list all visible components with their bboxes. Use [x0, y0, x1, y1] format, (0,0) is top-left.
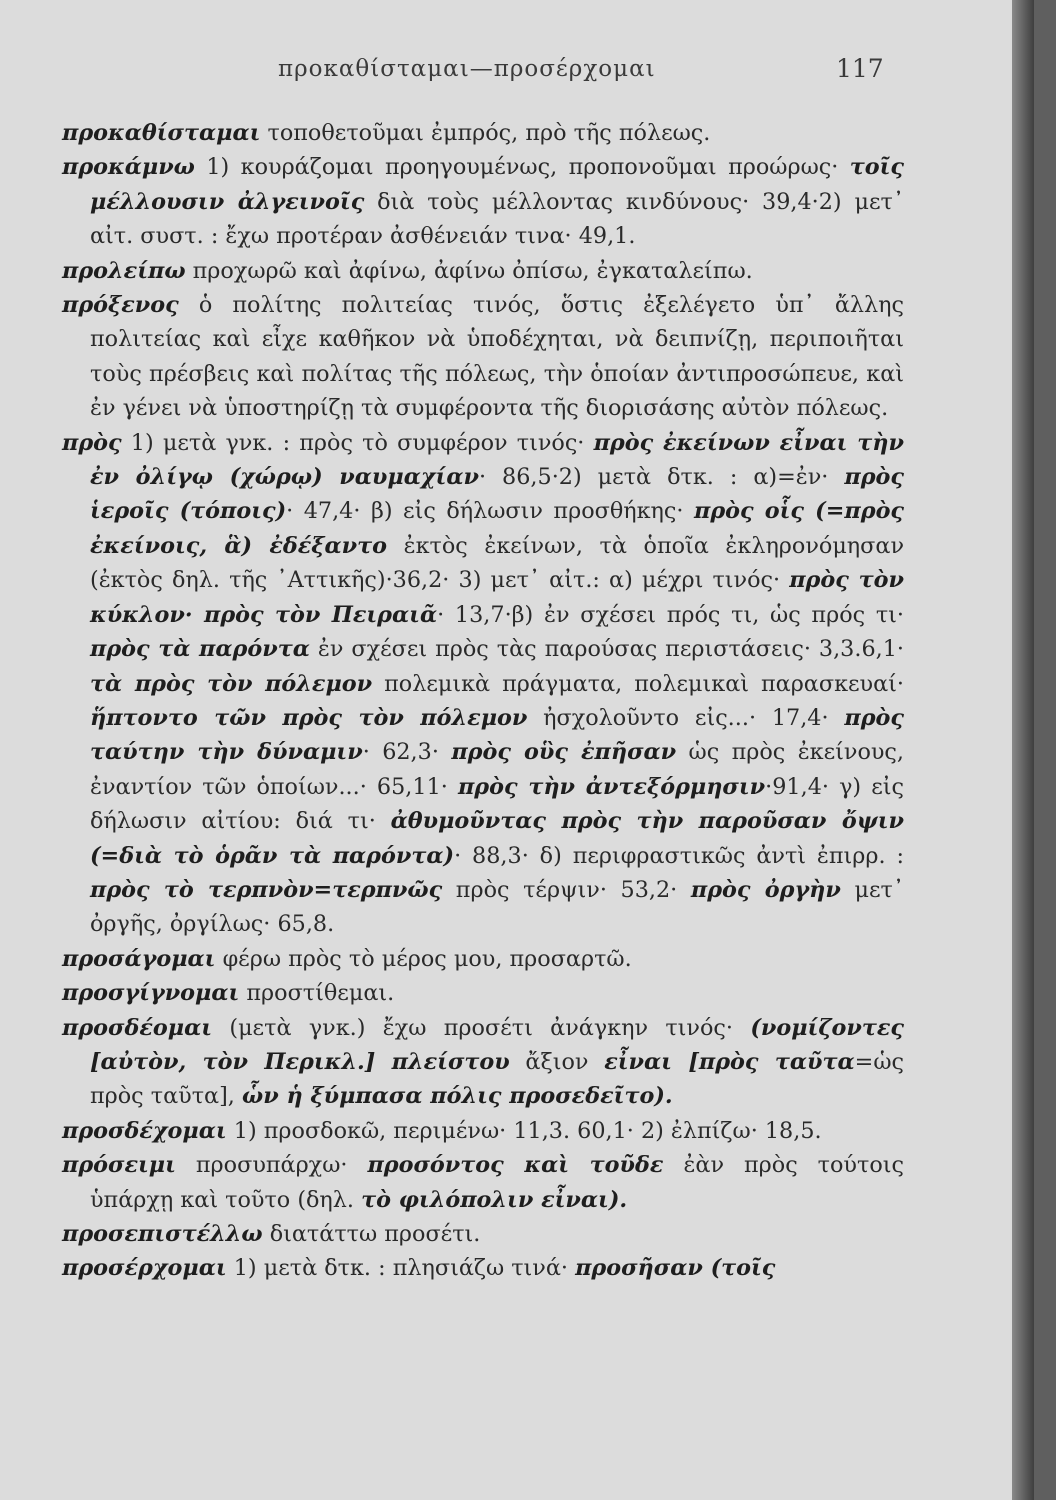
definition-text: ἐκτὸς ἐκείνων, τὰ ὁποῖα ἐκληρονόμησαν (ἐκτὸς δηλ. τῆς ᾽Αττικῆς)·36,2· 3) μετ᾽ αἰτ.: α) μέχρι τινός· — [90, 532, 904, 594]
definition-text: · 13,7·β) ἐν σχέσει πρός τι, ὡς πρός τι· — [437, 601, 904, 628]
dictionary-entry — [62, 1251, 904, 1285]
quotation: (νομίζοντες [αὐτὸν, τὸν Περικλ.] πλείστου — [90, 1014, 904, 1075]
definition-text: · 62,3· — [362, 739, 452, 766]
quotation: ἀθυμοῦντας πρὸς τὴν παροῦσαν ὄψιν (=διὰ τὸ ὁρᾶν τὰ παρόντα) — [90, 808, 905, 869]
definition-text: ·91,4· γ) εἰς δήλωσιν αἰτίου: διά τι· — [90, 773, 904, 835]
quotation: πρὸς ἐκείνων εἶναι τὴν ἐν ὀλίγῳ (χώρῳ) ναυμαχίαν — [90, 429, 904, 491]
entry-headword: πρόσειμι — [62, 1152, 176, 1179]
entry-headword: προκάμνω — [62, 154, 195, 181]
dictionary-entry — [62, 1114, 904, 1148]
entry-headword: προλείπω — [62, 257, 186, 284]
definition-text: ἄξιον — [509, 1048, 605, 1075]
definition-text: μετ᾽ ὀργῆς, ὀργίλως· 65,8. — [90, 876, 904, 938]
definition-text: διὰ τοὺς μέλλοντας κινδύνους· 39,4·2) μετ᾽ αἰτ. συστ. : ἔχω προτέραν ἀσθένειάν τινα· 49,1. — [90, 188, 904, 250]
entry-headword: προσδέχομαι — [62, 1117, 227, 1144]
entry-headword: προσεπιστέλλω — [62, 1221, 263, 1247]
dictionary-entry — [62, 288, 904, 426]
definition-text: 1) μετὰ γνκ. : πρὸς τὸ συμφέρον τινός· — [121, 429, 594, 456]
definition-text: φέρω πρὸς τὸ μέρος μου, προσαρτῶ. — [215, 945, 632, 972]
dictionary-entry — [62, 254, 904, 288]
running-head — [0, 56, 1034, 92]
definition-text: 1) μετὰ δτκ. : πλησιάζω τινά· — [226, 1255, 576, 1282]
dictionary-entry — [62, 116, 904, 150]
quotation: πρὸς τὸν κύκλον· πρὸς τὸν Πειραιᾶ — [90, 567, 904, 628]
quotation: τὰ πρὸς τὸν πόλεμον — [90, 670, 373, 697]
definition-text: (μετὰ γνκ.) ἔχω προσέτι ἀνάγκην τινός· — [212, 1014, 751, 1041]
definition-text: προσυπάρχω· — [175, 1152, 368, 1179]
dictionary-entry — [62, 942, 904, 976]
quotation: πρὸς τὸ τερπνὸν=τερπνῶς — [90, 876, 443, 903]
quotation: προσῆσαν (τοῖς — [575, 1255, 776, 1282]
definition-text: διατάττω προσέτι. — [262, 1221, 481, 1247]
definition-text: ἐὰν πρὸς τούτοις ὑπάρχῃ καὶ τοῦτο (δηλ. — [90, 1152, 904, 1213]
quotation: πρὸς ὀργὴν — [690, 876, 841, 903]
entry-headword: προσέρχομαι — [62, 1255, 227, 1282]
quotation: ὧν ἡ ξύμπασα πόλις προσεδεῖτο). — [241, 1083, 673, 1110]
quotation: πρὸς οὓς ἐπῆσαν — [451, 739, 677, 766]
dictionary-entry — [62, 1217, 904, 1251]
definition-text: =ὡς πρὸς ταῦτα], — [90, 1048, 904, 1110]
quotation: πρὸς τὰ παρόντα — [90, 636, 310, 663]
definition-text: ὡς πρὸς ἐκείνους, ἐναντίον τῶν ὁποίων...· 65,11· — [90, 739, 904, 800]
quotation: τοῖς μέλλουσιν ἀλγεινοῖς — [90, 154, 904, 215]
dictionary-entry — [62, 976, 904, 1010]
definition-text: ἠσχολοῦντο εἰς...· 17,4· — [527, 704, 845, 731]
dictionary-entry — [62, 1148, 904, 1217]
page-edge-shadow — [1012, 0, 1034, 1500]
definition-text: προστίθεμαι. — [239, 980, 395, 1007]
dictionary-entry — [62, 150, 904, 253]
quotation: εἶναι [πρὸς ταῦτα — [604, 1048, 855, 1075]
quotation: ἥπτοντο τῶν πρὸς τὸν πόλεμον — [90, 704, 528, 731]
quotation: προσόντος καὶ τοῦδε — [367, 1152, 664, 1179]
definition-text: τοποθετοῦμαι ἐμπρός, πρὸ τῆς πόλεως. — [260, 120, 711, 146]
page-number: 117 — [836, 54, 884, 83]
quotation: πρὸς τὴν ἀντεξόρμησιν — [457, 773, 766, 800]
definition-text: · 47,4· β) εἰς δήλωσιν προσθήκης· — [286, 498, 694, 525]
definition-text: · 88,3· δ) περιφραστικῶς ἀντὶ ἐπιρρ. : — [454, 842, 904, 869]
quotation: πρὸς ταύτην τὴν δύναμιν — [90, 704, 904, 766]
quotation: πρὸς ἱεροῖς (τόποις) — [90, 464, 904, 525]
definition-text: ἐν σχέσει πρὸς τὰς παρούσας περιστάσεις· 3,3.6,1· — [309, 636, 904, 663]
entry-headword: πρόξενος — [62, 292, 179, 319]
dictionary-entry — [62, 426, 904, 942]
entry-headword: προσδέομαι — [62, 1014, 213, 1041]
quotation: τὸ φιλόπολιν εἶναι). — [361, 1186, 628, 1213]
entry-headword: προκαθίσταμαι — [62, 120, 261, 146]
entry-headword: πρὸς — [62, 429, 122, 456]
definition-text: πρὸς τέρψιν· 53,2· — [442, 876, 691, 903]
running-title: προκαθίσταμαι—προσέρχομαι — [278, 56, 656, 82]
entry-headword: προσάγομαι — [62, 945, 216, 972]
definition-text: πολεμικὰ πράγματα, πολεμικαὶ παρασκευαί· — [372, 670, 905, 697]
definition-text: προχωρῶ καὶ ἀφίνω, ἀφίνω ὀπίσω, ἐγκαταλείπω. — [185, 257, 753, 284]
definition-text: ὁ πολίτης πολιτείας τινός, ὅστις ἐξελέγετο ὑπ᾽ ἄλλης πολιτείας καὶ εἶχε καθῆκον νὰ ὑποδέχηται, νὰ δειπνίζῃ, περιποιῆται τοὺς πρέσβεις καὶ πολίτας τῆς πόλεως, τὴν ὁποίαν ἀντιπροσώπευε, καὶ ἐν γένει νὰ ὑποστηρίζῃ τὰ συμφέροντα τῆς διορισάσης αὐτὸν πόλεως. — [90, 292, 904, 422]
dictionary-entry — [62, 1011, 904, 1114]
definition-text: 1) προσδοκῶ, περιμένω· 11,3. 60,1· 2) ἐλπίζω· 18,5. — [226, 1117, 822, 1144]
entry-headword: προσγίγνομαι — [62, 980, 240, 1007]
dictionary-body — [62, 116, 904, 1286]
definition-text: · 86,5·2) μετὰ δτκ. : α)=ἐν· — [478, 464, 845, 491]
quotation: πρὸς οἷς (=πρὸς ἐκείνοις, ἃ) ἐδέξαντο — [90, 498, 905, 559]
definition-text: 1) κουράζομαι προηγουμένως, προπονοῦμαι προώρως· — [194, 154, 850, 181]
